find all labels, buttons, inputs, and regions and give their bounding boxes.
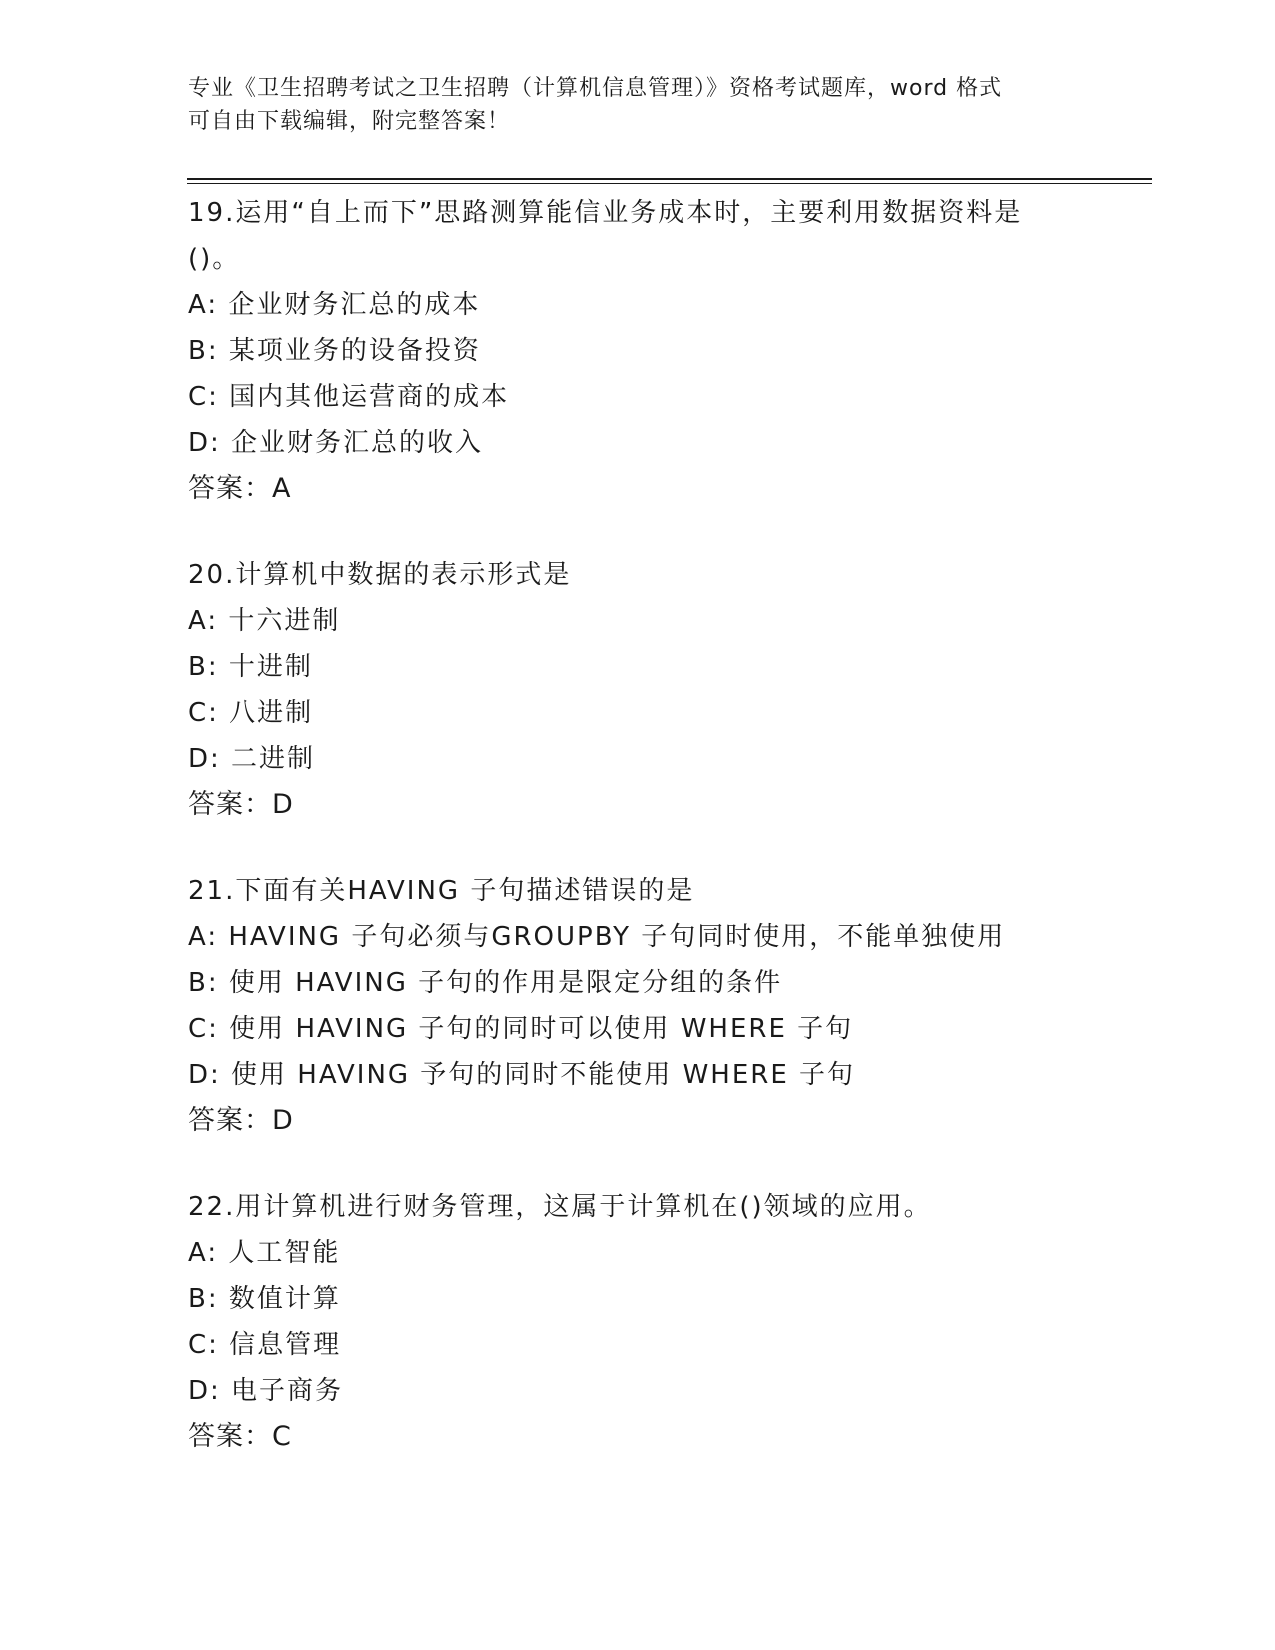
answer-line: 答案：C bbox=[188, 1421, 292, 1452]
answer-line: 答案：A bbox=[188, 473, 292, 504]
option-b: B: 某项业务的设备投资 bbox=[188, 336, 481, 366]
option-d: D: 二进制 bbox=[188, 744, 316, 774]
option-a: A: HAVING 子句必须与GROUPBY 子句同时使用，不能单独使用 bbox=[188, 922, 1006, 952]
answer-line: 答案：D bbox=[188, 789, 294, 820]
header-line-2: 可自由下载编辑，附完整答案！ bbox=[188, 109, 511, 134]
question-21 bbox=[188, 868, 1088, 1144]
answer-line: 答案：D bbox=[188, 1105, 294, 1136]
option-d: D: 企业财务汇总的收入 bbox=[188, 428, 484, 458]
option-a: A: 十六进制 bbox=[188, 606, 341, 636]
option-b: B: 使用 HAVING 子句的作用是限定分组的条件 bbox=[188, 968, 783, 998]
question-stem: 21.下面有关HAVING 子句描述错误的是 bbox=[188, 876, 695, 906]
option-a: A: 企业财务汇总的成本 bbox=[188, 290, 481, 320]
option-d: D: 电子商务 bbox=[188, 1376, 344, 1406]
option-b: B: 数值计算 bbox=[188, 1284, 341, 1314]
option-b: B: 十进制 bbox=[188, 652, 313, 682]
header-line-1: 专业《卫生招聘考试之卫生招聘（计算机信息管理）》资格考试题库，word 格式 bbox=[188, 76, 1003, 101]
question-22 bbox=[188, 1184, 1088, 1460]
option-c: C: 国内其他运营商的成本 bbox=[188, 382, 510, 412]
question-stem: 22.用计算机进行财务管理，这属于计算机在()领域的应用。 bbox=[188, 1192, 932, 1222]
question-20 bbox=[188, 552, 1088, 828]
document-header bbox=[188, 72, 1088, 138]
option-c: C: 八进制 bbox=[188, 698, 314, 728]
option-c: C: 信息管理 bbox=[188, 1330, 342, 1360]
header-divider-thin bbox=[187, 183, 1152, 184]
question-list bbox=[188, 190, 1088, 1500]
header-divider-thick bbox=[187, 178, 1152, 180]
question-stem-continued: ()。 bbox=[188, 244, 241, 274]
option-c: C: 使用 HAVING 子句的同时可以使用 WHERE 子句 bbox=[188, 1014, 854, 1044]
question-19 bbox=[188, 190, 1088, 512]
question-stem: 20.计算机中数据的表示形式是 bbox=[188, 560, 572, 590]
option-d: D: 使用 HAVING 予句的同时不能使用 WHERE 子句 bbox=[188, 1060, 856, 1090]
question-stem: 19.运用“自上而下”思路测算能信业务成本时，主要利用数据资料是 bbox=[188, 198, 1023, 228]
option-a: A: 人工智能 bbox=[188, 1238, 341, 1268]
